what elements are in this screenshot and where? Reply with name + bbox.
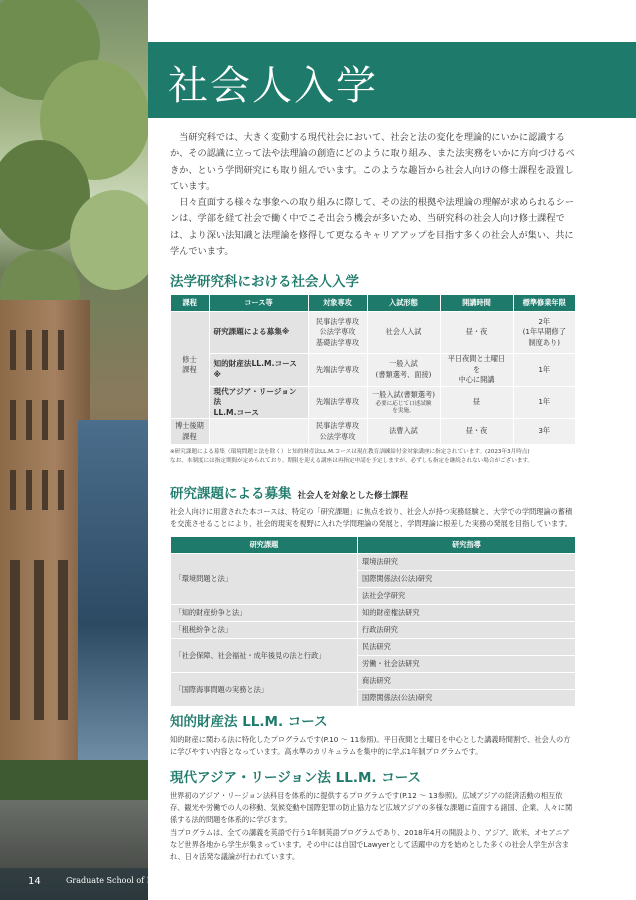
ip-llm-description: 知的財産に関わる法に特化したプログラムです(P.10 ～ 11参照)。平日夜間と土曜日を中心とした講義時間割で、社会人の方に学びやすい内容となっています。高水準のカリキュラムを集中的に学ぶ1年制プログラムです。 [170, 735, 571, 757]
ip-llm-section [170, 710, 576, 758]
course-cell: 現代アジア・リージョン法 LL.M.コース [209, 386, 308, 419]
guide-cell: 労働・社会法研究 [358, 656, 576, 673]
col-header: 標準修業年限 [513, 295, 576, 312]
page-number: 14 [28, 876, 41, 887]
majors-cell: 民事法学専攻 公法学専攻 [308, 419, 367, 445]
course-cell: 研究課題による募集※ [209, 312, 308, 354]
guide-cell: 国際関係法(公法)研究 [358, 690, 576, 707]
doctor-course-cell [171, 419, 210, 445]
table-row [171, 673, 576, 690]
guide-cell: 法社会学研究 [358, 588, 576, 605]
topic-cell: 「社会保障、社会福祉・成年後見の法と行政」 [171, 639, 358, 673]
section-heading-research [170, 482, 576, 502]
exam-cell: 一般入試 (書類選考、面接) [367, 354, 440, 387]
years-cell: 1年 [513, 386, 576, 419]
years-cell: 1年 [513, 354, 576, 387]
table-row [171, 639, 576, 656]
exam-cell: 法曹入試 [367, 419, 440, 445]
col-header: 入試形態 [367, 295, 440, 312]
page-title: 社会人入学 [168, 63, 378, 109]
years-cell: 2年 (1年早期修了 制度あり) [513, 312, 576, 354]
exam-text: 一般入試(書類選考) [371, 390, 436, 399]
section-heading-admission: 法学研究科における社会人入学 [170, 274, 359, 290]
guide-cell: 民法研究 [358, 639, 576, 656]
table-row [171, 312, 576, 354]
topic-cell: 「環境問題と法」 [171, 554, 358, 605]
footer-label: Graduate School of Law [66, 876, 164, 885]
majors-cell: 先端法学専攻 [308, 386, 367, 419]
time-cell: 昼 [440, 386, 513, 419]
topic-cell: 「国際海事問題の実務と法」 [171, 673, 358, 707]
asia-llm-section [170, 766, 576, 863]
intro-paragraph-2: 日々直面する様々な事象への取り組みに際して、その法的根拠や法理論の理解が求められるシーンは、学部を経て社会で働く中でこそ出会う機会が多いため、当研究科の社会人向け修士課程では、より深い法知識と法理論を修得して更なるキャリアアップを目指す多くの社会人が集い、共に学んでいます。 [170, 197, 575, 258]
doctor-course-label: 博士後期課程 [175, 421, 204, 441]
section-heading-ip-llm: 知的財産法 LL.M. コース [170, 714, 328, 730]
campus-photo [0, 0, 148, 900]
exam-cell: 社会人入試 [367, 312, 440, 354]
col-header: 開講時間 [440, 295, 513, 312]
guide-cell: 商法研究 [358, 673, 576, 690]
time-cell: 平日夜間と土曜日を 中心に開講 [440, 354, 513, 387]
majors-cell: 民事法学専攻 公法学専攻 基礎法学専攻 [308, 312, 367, 354]
guide-cell: 行政法研究 [358, 622, 576, 639]
table-row [171, 354, 576, 387]
section-heading-asia-llm: 現代アジア・リージョン法 LL.M. コース [170, 770, 422, 786]
exam-cell [367, 386, 440, 419]
col-header: コース等 [209, 295, 308, 312]
col-header: 研究指導 [358, 537, 576, 554]
admission-table-header [171, 295, 576, 312]
research-description: 社会人向けに用意された本コースは、特定の「研究課題」に焦点を絞り、社会人が持つ実務経験と、大学での学問理論の蓄積を交流させることにより、社会的現実を視野に入れた学問理論の発展と、学問理論に根差した実務の発展を目指しています。 [170, 507, 573, 529]
time-cell: 昼・夜 [440, 419, 513, 445]
years-cell: 3年 [513, 419, 576, 445]
guide-cell: 環境法研究 [358, 554, 576, 571]
col-header: 研究課題 [171, 537, 358, 554]
time-cell: 昼・夜 [440, 312, 513, 354]
topic-cell: 「知的財産紛争と法」 [171, 605, 358, 622]
research-subheading: 社会人を対象とした修士課程 [297, 491, 409, 501]
admission-table [170, 294, 576, 445]
course-cell: 知的財産法LL.M.コース※ [209, 354, 308, 387]
research-table-header [171, 537, 576, 554]
master-course-label: 修士課程 [182, 354, 197, 374]
topic-cell: 「租税紛争と法」 [171, 622, 358, 639]
research-heading-text: 研究課題による募集 [170, 486, 292, 502]
majors-cell: 先端法学専攻 [308, 354, 367, 387]
col-header: 課程 [171, 295, 210, 312]
table-row [171, 419, 576, 445]
table-row [171, 554, 576, 571]
table-row [171, 386, 576, 419]
title-banner [148, 42, 636, 118]
course-cell [209, 419, 308, 445]
table-note: ※研究課題による募集（環境問題と法を除く）と知的財産法LL.M.コースは現在教育訓練給付金対象講座に指定されています。(2023年3月時点) [170, 449, 530, 455]
table-row [171, 622, 576, 639]
table-note: なお、本制度には指定期間が定められており、期限を迎える講座は再指定申請を予定しますが、必ずしも指定を継続されない場合がございます。 [170, 457, 534, 464]
admission-overview-section [170, 270, 576, 465]
intro-paragraph-1: 当研究科では、大きく変動する現代社会において、社会と法の変化を理論的にいかに認識するか、その認識に立って法や法理論の創造にどのように取り組み、また法実務をいかに方向づけるべきか、という学問研究にも取り組んでいます。このような趣旨から社会人向けの修士課程を設置しています。 [170, 132, 575, 192]
intro-section [170, 130, 576, 260]
master-course-cell [171, 312, 210, 419]
exam-note: 必要に応じて口述試験 を実施。 [375, 400, 432, 414]
table-row [171, 605, 576, 622]
guide-cell: 知的財産権法研究 [358, 605, 576, 622]
guide-cell: 国際関係法(公法)研究 [358, 571, 576, 588]
asia-llm-description-2: 当プログラムは、全ての講義を英語で行う1年制英語プログラムであり、2018年4月の開設より、アジア、欧米、オセアニアなど世界各地から学生が集まっています。その中には自国でLawyerとして活躍中の方を始めとした多くの社会人学生が含まれ、日々活発な議論が行われています。 [170, 827, 570, 862]
col-header: 対象専攻 [308, 295, 367, 312]
research-topic-table [170, 536, 576, 707]
asia-llm-description-1: 世界初のアジア・リージョン法科目を体系的に提供するプログラムです(P.12 ～ 13参照)。広域アジアの経済活動の相互依存、観光や労働での人の移動、気候変動や国際犯罪の防止協力など広域アジアの多様な課題に直面する諸国、企業、人々に関係する法的問題を体系的に学びます。 [170, 791, 573, 825]
research-topic-section [170, 482, 576, 707]
